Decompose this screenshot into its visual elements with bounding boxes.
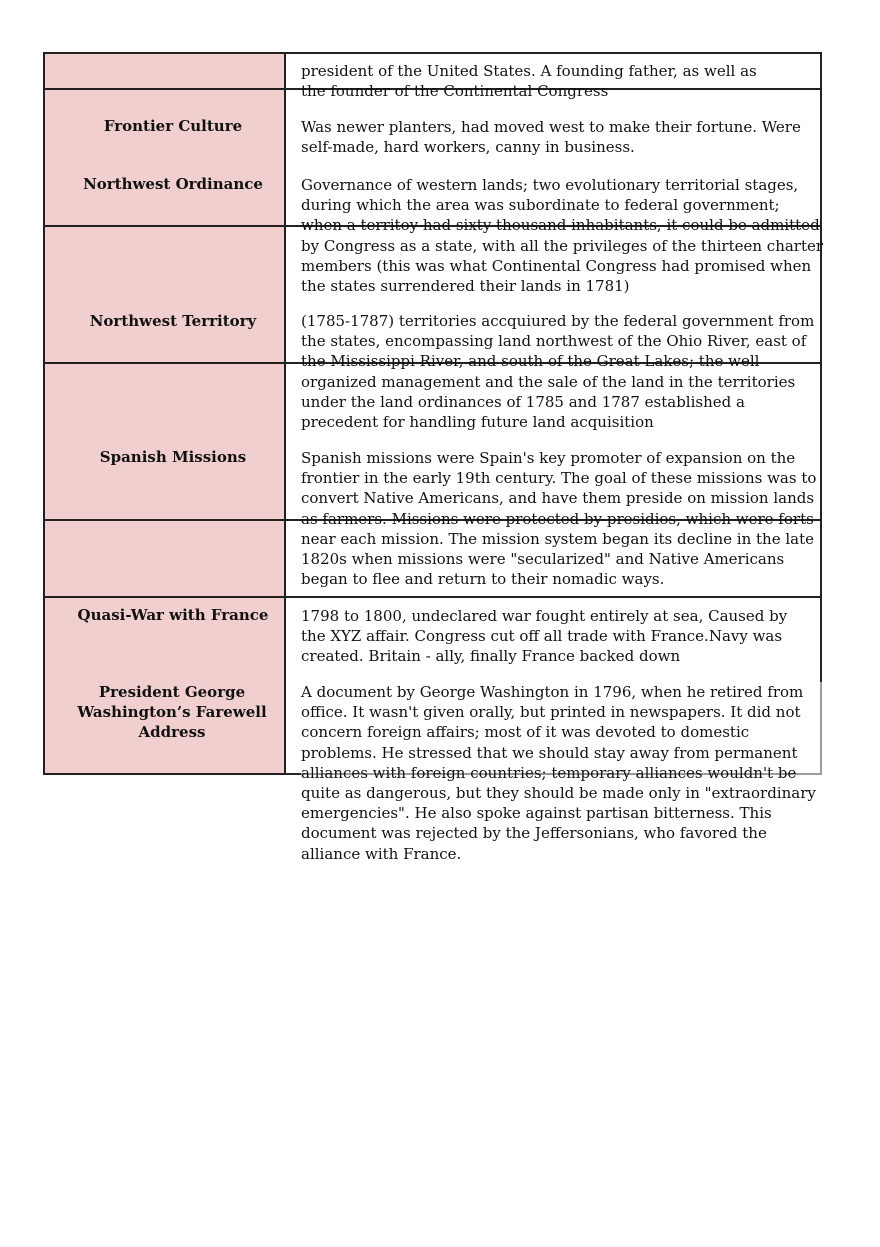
term-spanish-missions: Spanish Missions xyxy=(99,448,247,466)
definition-northwest-ordinance: Governance of western lands; two evolutionary territorial stages, during which the area was subordinate to federal government; when a territoy had sixty thousand inhabitants, it could be admitted by Congress as a state, with all the privileges of the thirteen charter members (this was what Continental Congress had promised when the states surrendered their lands in 1781) xyxy=(301,176,824,296)
term-northwest-territory: Northwest Territory xyxy=(89,312,257,330)
term-northwest-ordinance: Northwest Ordinance xyxy=(83,175,263,193)
table-border-top xyxy=(43,52,822,54)
term-frontier-culture: Frontier Culture xyxy=(103,117,243,135)
definition-spanish-missions: Spanish missions were Spain's key promoter of expansion on the frontier in the early 19th century. The goal of these missions was to convert Native Americans, and have them preside on mission lands as farmers. Missions were protected by presidios, which were forts near each mission. The mission system began its decline in the late 1820s when missions were "secularized" and Native Americans began to flee and return to their nomadic ways. xyxy=(301,449,817,589)
definition-farewell-address: A document by George Washington in 1796, when he retired from office. It wasn't given orally, but printed in newspapers. It did not concern foreign affairs; most of it was devoted to domestic problems. He stressed that we should stay away from permanent alliances with foreign countries; temporary alliances wouldn't be quite as dangerous, but they should be made only in "extraordinary emergencies". He also spoke against partisan bitterness. This document was rejected by the Jeffersonians, who favored the alliance with France. xyxy=(301,682,829,864)
definition-continental-congress: president of the United States. A founding father, as well as the founder of the Continental Congress xyxy=(301,62,757,101)
definition-northwest-territory: (1785-1787) territories accquiured by the federal government from the states, encompassing land northwest of the Ohio River, east of the Mississippi River, and south of the Great Lakes; the well organized management and the sale of the land in the territories under the land ordinances of 1785 and 1787 established a precedent for handling future land acquisition xyxy=(301,312,815,432)
definition-quasi-war: 1798 to 1800, undeclared war fought entirely at sea, Caused by the XYZ affair. Congress cut off all trade with France.Navy was created. Britain - ally, finally France backed down xyxy=(301,607,788,666)
term-farewell-address: President George Washington’s Farewell Address xyxy=(77,683,267,741)
definition-frontier-culture: Was newer planters, had moved west to make their fortune. Were self-made, hard workers, canny in business. xyxy=(301,118,801,157)
term-quasi-war: Quasi-War with France xyxy=(77,606,269,624)
table-border-right xyxy=(820,52,822,775)
table-border-left xyxy=(43,52,45,775)
table-column-divider xyxy=(284,52,286,775)
table-row-line xyxy=(43,596,822,598)
term-column-shading xyxy=(43,52,284,775)
